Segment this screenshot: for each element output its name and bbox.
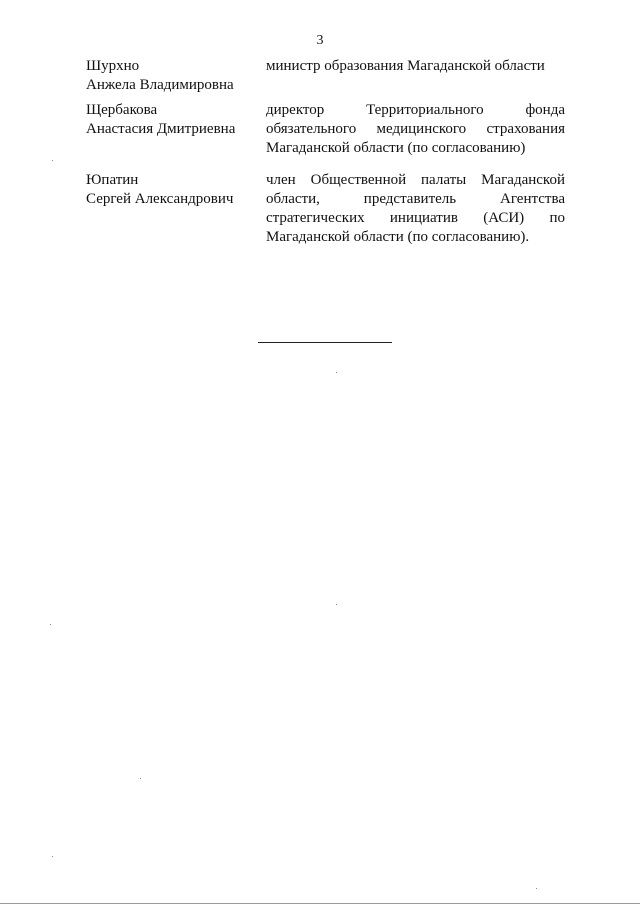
position-word: Общественной bbox=[310, 172, 407, 188]
member-surname: Щербакова bbox=[86, 102, 158, 118]
position-word: (АСИ) bbox=[483, 210, 525, 226]
position-line bbox=[266, 209, 565, 228]
scan-speck bbox=[140, 778, 141, 779]
position-word: член bbox=[266, 172, 296, 188]
member-surname: Юпатин bbox=[86, 172, 139, 188]
position-line: Магаданской области (по согласованию) bbox=[266, 140, 526, 156]
position-word: страхования bbox=[486, 121, 565, 137]
member-name bbox=[86, 101, 261, 139]
scan-speck bbox=[336, 372, 337, 373]
member-name bbox=[86, 171, 261, 209]
member-surname: Шурхно bbox=[86, 58, 140, 74]
member-given-names: Анжела Владимировна bbox=[86, 77, 234, 93]
scan-speck bbox=[336, 604, 337, 605]
member-position bbox=[266, 57, 565, 76]
position-word: инициатив bbox=[389, 210, 458, 226]
position-word: обязательного bbox=[266, 121, 357, 137]
position-word: области, bbox=[266, 191, 320, 207]
position-word: фонда bbox=[525, 102, 565, 118]
position-word: по bbox=[549, 210, 565, 226]
position-line: министр образования Магаданской области bbox=[266, 58, 545, 74]
position-word: Территориального bbox=[366, 102, 484, 118]
page-bottom-edge bbox=[0, 903, 640, 904]
member-name bbox=[86, 57, 261, 95]
member-position bbox=[266, 101, 565, 158]
position-line bbox=[266, 171, 565, 190]
position-word: директор bbox=[266, 102, 325, 118]
position-word: палаты bbox=[421, 172, 467, 188]
scan-speck bbox=[536, 888, 537, 889]
position-line bbox=[266, 120, 565, 139]
scan-speck bbox=[52, 856, 53, 857]
position-line bbox=[266, 101, 565, 120]
closing-rule bbox=[258, 342, 392, 343]
scan-speck bbox=[52, 160, 53, 161]
member-given-names: Анастасия Дмитриевна bbox=[86, 121, 236, 137]
scan-speck bbox=[50, 624, 51, 625]
position-line bbox=[266, 190, 565, 209]
position-line: Магаданской области (по согласованию). bbox=[266, 229, 530, 245]
position-word: стратегических bbox=[266, 210, 365, 226]
position-word: представитель bbox=[363, 191, 457, 207]
position-word: Магаданской bbox=[481, 172, 565, 188]
page-number: 3 bbox=[316, 33, 324, 48]
member-given-names: Сергей Александрович bbox=[86, 191, 234, 207]
position-word: медицинского bbox=[376, 121, 467, 137]
member-position bbox=[266, 171, 565, 247]
position-word: Агентства bbox=[500, 191, 565, 207]
